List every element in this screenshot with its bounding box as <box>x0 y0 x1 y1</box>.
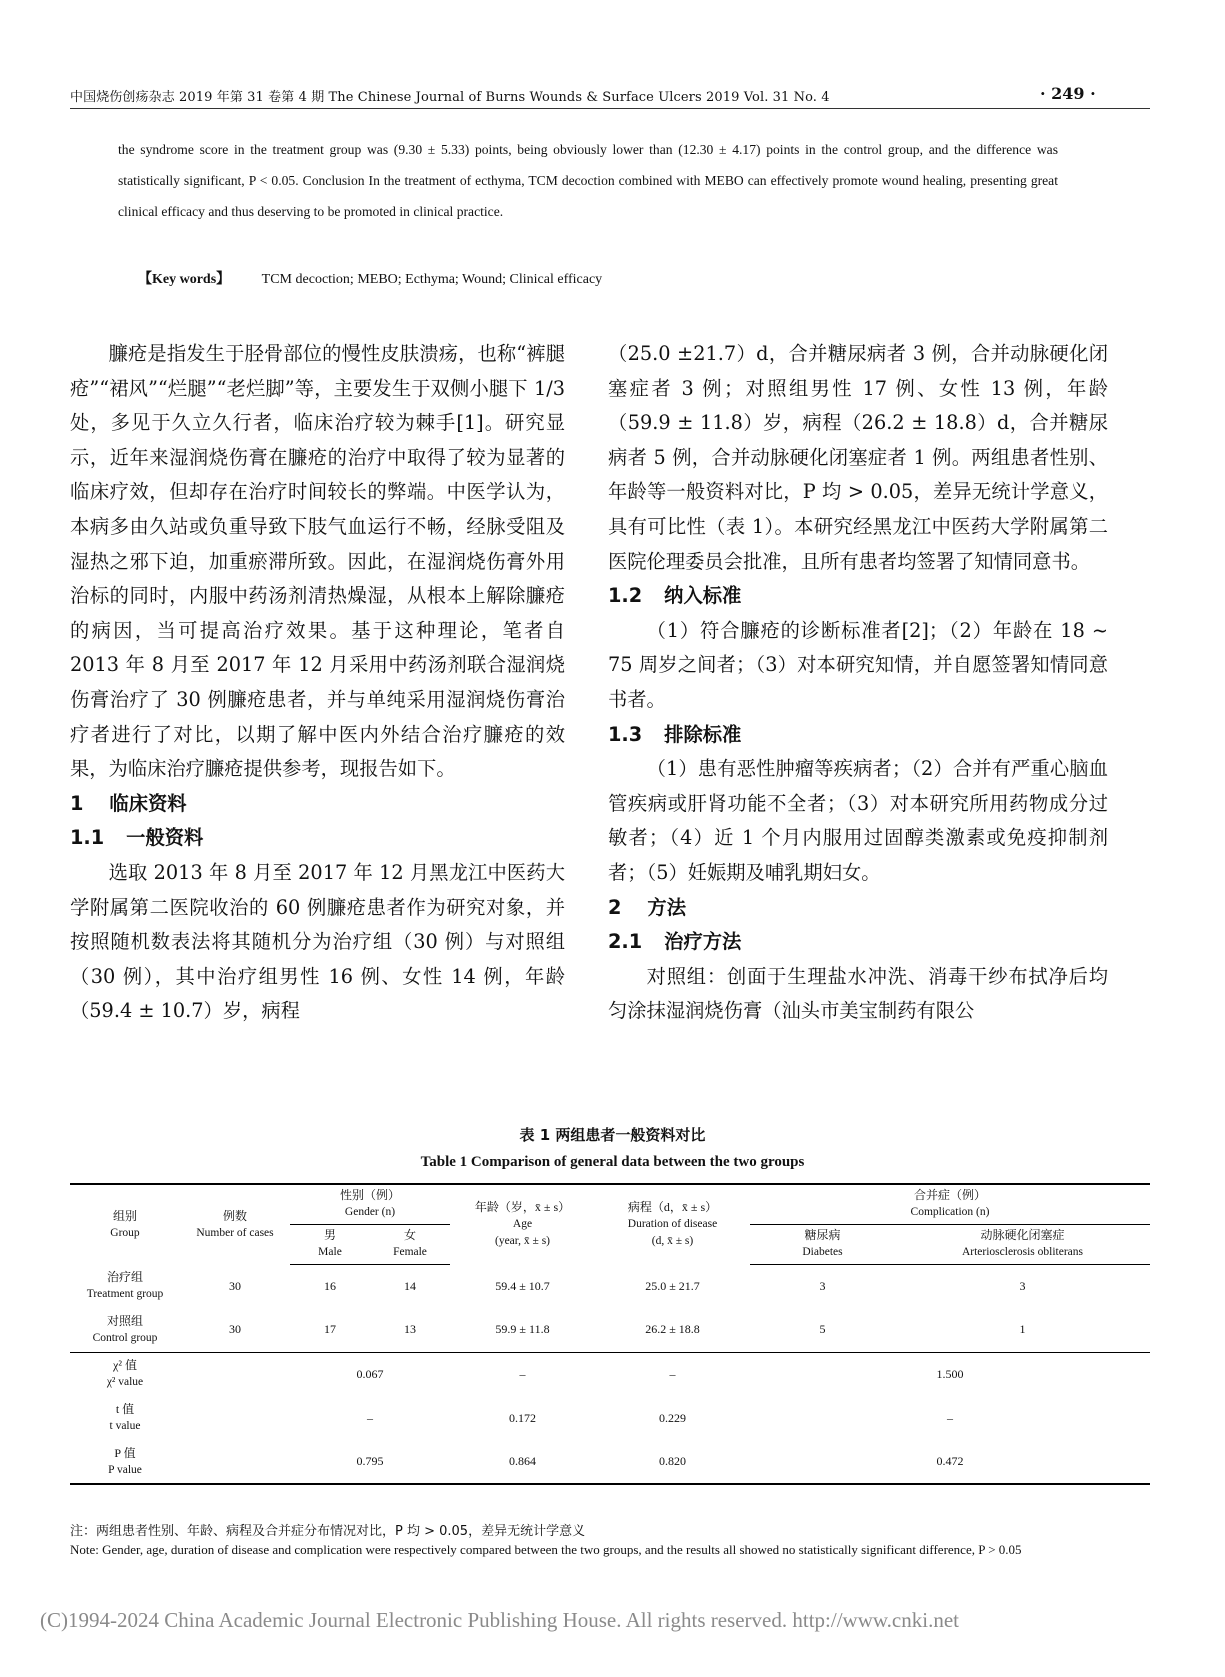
intro-paragraph: 臁疮是指发生于胫骨部位的慢性皮肤溃疡，也称“裤腿疮”“裙风”“烂腿”“老烂脚”等，主要发生于双侧小腿下 1/3 处，多见于久立久行者，临床治疗较为棘手[1]。研究显示，近年来湿润烧伤膏在臁疮的治疗中取得了较为显著的临床疗效，但却存在治疗时间较长的弊端。中医学认为，本病多由久站或负重导致下肢气血运行不畅，经脉受阻及湿热之邪下迫，加重瘀滞所致。因此，在湿润烧伤膏外用治标的同时，内服中药汤剂清热燥湿，从根本上解除臁疮的病因，当可提高治疗效果。基于这种理论，笔者自 2013 年 8 月至 2017 年 12 月采用中药汤剂联合湿润烧伤膏治疗了 30 例臁疮患者，并与单纯采用湿润烧伤膏治疗者进行了对比，以期了解中医内外结合治疗臁疮的效果，为临床治疗臁疮提供参考，现报告如下。 <box>70 342 565 781</box>
table-note-cn: 注：两组患者性别、年龄、病程及合并症分布情况对比，P 均 > 0.05，差异无统计学意义 <box>70 1524 586 1539</box>
section-2-heading <box>608 891 1108 926</box>
section-number: 1.1 <box>70 826 105 850</box>
header-group: 组别 Group <box>70 1184 180 1264</box>
section-title: 排除标准 <box>664 722 742 746</box>
keywords-label: 【Key words】 <box>138 272 231 287</box>
section-number: 1.3 <box>608 722 643 746</box>
stat-row: t 值 t value – 0.172 0.229 – <box>109 1402 953 1432</box>
inclusion-criteria: （1）符合臁疮的诊断标准者[2]；（2）年龄在 18 ~ 75 周岁之间者；（3）对本研究知情，并自愿签署知情同意书者。 <box>608 618 1108 711</box>
table-title-en: Table 1 Comparison of general data between the two groups <box>420 1154 805 1170</box>
page-number: · 249 · <box>1040 84 1096 103</box>
section-title: 方法 <box>647 895 686 919</box>
header-duration: 病程（d，x̄ ± s） Duration of disease (d, x̄ ± s) <box>595 1184 750 1264</box>
section-title: 治疗方法 <box>664 930 742 954</box>
section-title: 临床资料 <box>109 791 187 815</box>
stat-row: χ² 值 χ² value 0.067 – – 1.500 <box>70 1352 1150 1396</box>
stat-row: P 值 P value 0.795 0.864 0.820 0.472 <box>70 1440 1150 1484</box>
copyright-footer: (C)1994-2024 China Academic Journal Electronic Publishing House. All rights reserved. http://www.cnki.net <box>40 1608 959 1632</box>
section-1-1-heading <box>70 821 565 856</box>
table-row: 治疗组 Treatment group 30 16 14 59.4 ± 10.7 25.0 ± 21.7 3 3 <box>86 1270 1026 1300</box>
general-data-table <box>70 1183 1150 1485</box>
header-cases: 例数 Number of cases <box>180 1184 290 1264</box>
section-title: 一般资料 <box>126 826 204 850</box>
general-data-continued: （25.0 ±21.7）d，合并糖尿病者 3 例，合并动脉硬化闭塞症者 3 例；对照组男性 17 例、女性 13 例，年龄（59.9 ± 11.8）岁，病程（26.2 ± 18.8）d，合并糖尿病者 5 例，合并动脉硬化闭塞症者 1 例。两组患者性别、年龄等一般资料对比，P 均 > 0.05，差异无统计学意义，具有可比性（表 1）。本研究经黑龙江中医药大学附属第二医院伦理委员会批准，且所有患者均签署了知情同意书。 <box>608 342 1108 573</box>
section-title: 纳入标准 <box>664 584 742 608</box>
header-female: 女 Female <box>370 1224 450 1264</box>
section-number: 2 <box>608 895 622 919</box>
section-number: 1 <box>70 791 84 815</box>
section-number: 2.1 <box>608 930 643 954</box>
exclusion-criteria: （1）患有恶性肿瘤等疾病者；（2）合并有严重心脑血管疾病或肝肾功能不全者；（3）对本研究所用药物成分过敏者；（4）近 1 个月内服用过固醇类激素或免疫抑制剂者；（5）妊娠期及哺乳期妇女。 <box>608 757 1108 884</box>
header-gender: 性别（例） Gender (n) <box>290 1184 450 1224</box>
keywords <box>138 268 602 288</box>
header-rule <box>70 108 1150 109</box>
table-1 <box>70 1183 1150 1485</box>
treatment-method-paragraph: 对照组：创面于生理盐水冲洗、消毒干纱布拭净后均匀涂抹湿润烧伤膏（汕头市美宝制药有限公 <box>608 964 1108 1023</box>
section-2-1-heading <box>608 925 1108 960</box>
header-male: 男 Male <box>290 1224 370 1264</box>
keywords-text: TCM decoction; MEBO; Ecthyma; Wound; Clinical efficacy <box>261 272 603 287</box>
right-column <box>608 337 1108 1029</box>
left-column <box>70 337 565 1029</box>
header-age: 年龄（岁，x̄ ± s） Age (year, x̄ ± s) <box>450 1184 595 1264</box>
general-data-paragraph: 选取 2013 年 8 月至 2017 年 12 月黑龙江中医药大学附属第二医院收治的 60 例臁疮患者作为研究对象，并按照随机数表法将其随机分为治疗组（30 例）与对照组（30 例），其中治疗组男性 16 例、女性 14 例，年龄（59.4 ± 10.7）岁，病程 <box>70 860 565 1023</box>
section-1-heading <box>70 787 565 822</box>
header-diabetes: 糖尿病 Diabetes <box>750 1224 895 1264</box>
abstract-continuation: the syndrome score in the treatment group was (9.30 ± 5.33) points, being obviously lower than (12.30 ± 4.17) points in the control group, and the difference was statistically significant, P < 0.05. Conclusion In the treatment of ecthyma, TCM decoction combined with MEBO can effectively promote wound healing, presenting great clinical efficacy and thus deserving to be promoted in clinical practice. <box>118 142 1058 219</box>
section-1-2-heading <box>608 579 1108 614</box>
table-row: 对照组 Control group 30 17 13 59.9 ± 11.8 26.2 ± 18.8 5 1 <box>92 1313 1026 1344</box>
table-note-en: Note: Gender, age, duration of disease and complication were respectively compared between the two groups, and the results all showed no statistically significant difference, P > 0.05 <box>70 1542 1022 1557</box>
section-1-3-heading <box>608 718 1108 753</box>
header-complication: 合并症（例） Complication (n) <box>750 1184 1150 1224</box>
section-number: 1.2 <box>608 584 643 608</box>
header-arterio: 动脉硬化闭塞症 Arteriosclerosis obliterans <box>895 1224 1150 1264</box>
table-title-cn: 表 1 两组患者一般资料对比 <box>519 1126 706 1144</box>
running-header: 中国烧伤创疡杂志 2019 年第 31 卷第 4 期 The Chinese Journal of Burns Wounds & Surface Ulcers 2019 Vol. 31 No. 4 <box>70 90 830 105</box>
